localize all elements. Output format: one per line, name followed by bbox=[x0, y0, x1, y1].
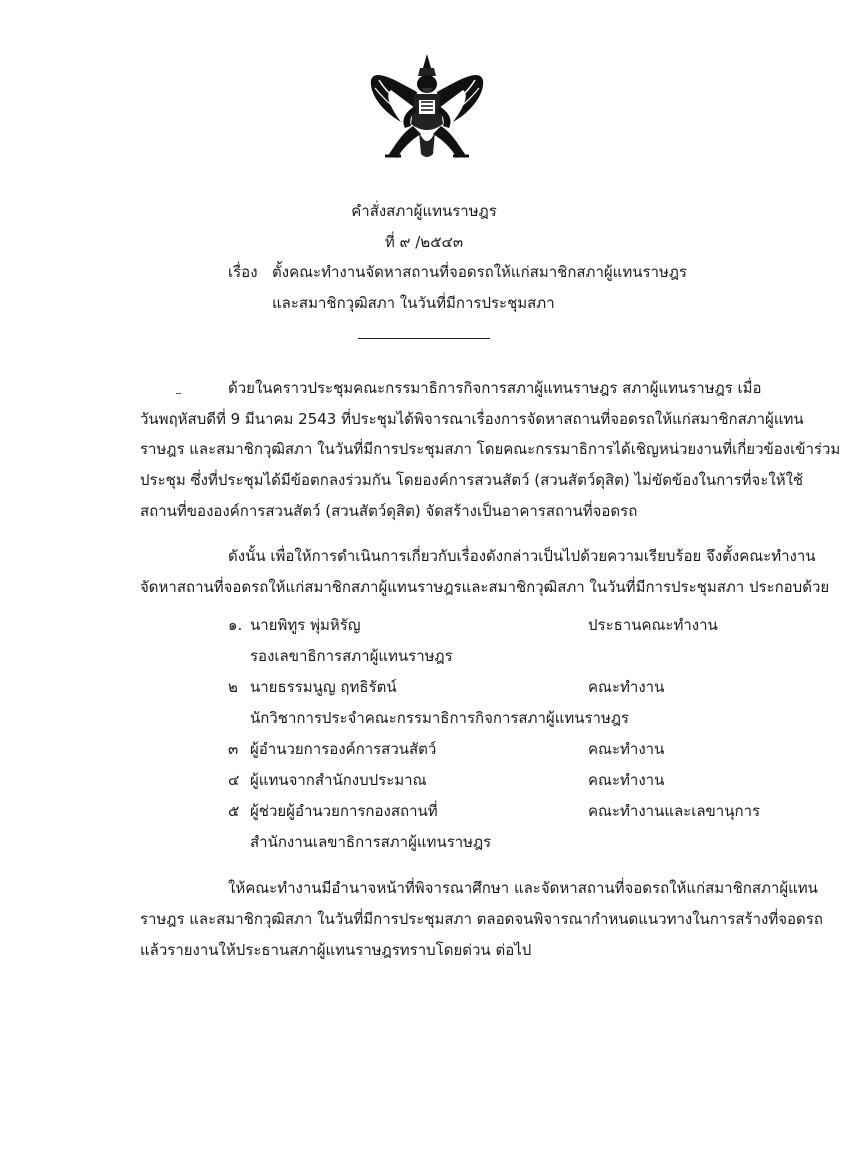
para1-line-1: ด้วยในคราวประชุมคณะกรรมาธิการกิจการสภาผู้แทนราษฎร สภาผู้แทนราษฎร เมื่อ bbox=[228, 379, 762, 397]
subject-line-2: และสมาชิกวุฒิสภา ในวันที่มีการประชุมสภา bbox=[272, 294, 555, 312]
subject-label: เรื่อง bbox=[228, 263, 258, 281]
member-name: นายธรรมนูญ ฤทธิรัตน์ bbox=[250, 678, 397, 696]
para1-line-3: ราษฎร และสมาชิกวุฒิสภา ในวันที่มีการประชุมสภา โดยคณะกรรมาธิการได้เชิญหน่วยงานที่เกี่ยวข้องเข้าร่วม bbox=[140, 440, 841, 458]
para3-line-2: ราษฎร และสมาชิกวุฒิสภา ในวันที่มีการประชุมสภา ตลอดจนพิจารณากำหนดแนวทางในการสร้างที่จอดรถ bbox=[140, 910, 823, 928]
member-position: นักวิชาการประจำคณะกรรมาธิการกิจการสภาผู้แทนราษฎร bbox=[250, 709, 629, 727]
member-role: คณะทำงาน bbox=[588, 678, 665, 696]
member-role: คณะทำงานและเลขานุการ bbox=[588, 802, 761, 820]
header-divider bbox=[358, 338, 490, 339]
member-number: ๔ bbox=[228, 771, 240, 789]
order-number: ที่ ๙ /๒๕๔๓ bbox=[384, 233, 464, 251]
garuda-emblem-icon bbox=[365, 50, 489, 170]
para1-line-4: ประชุม ซึ่งที่ประชุมได้มีข้อตกลงร่วมกัน โดยองค์การสวนสัตว์ (สวนสัตว์ดุสิต) ไม่ขัดข้องในการที่จะให้ใช้ bbox=[140, 471, 804, 489]
para2-line-1: ดังนั้น เพื่อให้การดำเนินการเกี่ยวกับเรื่องดังกล่าวเป็นไปด้วยความเรียบร้อย จึงตั้งคณะทำงาน bbox=[228, 547, 816, 565]
member-position: รองเลขาธิการสภาผู้แทนราษฎร bbox=[250, 647, 453, 665]
member-name: ผู้ช่วยผู้อำนวยการกองสถานที่ bbox=[250, 802, 438, 820]
para1-line-5: สถานที่ขององค์การสวนสัตว์ (สวนสัตว์ดุสิต) จัดสร้างเป็นอาคารสถานที่จอดรถ bbox=[140, 502, 638, 520]
member-number: ๓ bbox=[228, 740, 239, 758]
member-number: ๕ bbox=[228, 802, 240, 820]
subject-line-1: ตั้งคณะทำงานจัดหาสถานที่จอดรถให้แก่สมาชิกสภาผู้แทนราษฎร bbox=[272, 263, 687, 281]
member-number: ๑. bbox=[228, 616, 243, 634]
para3-line-1: ให้คณะทำงานมีอำนาจหน้าที่พิจารณาศึกษา และจัดหาสถานที่จอดรถให้แก่สมาชิกสภาผู้แทน bbox=[228, 879, 818, 897]
para2-line-2: จัดหาสถานที่จอดรถให้แก่สมาชิกสภาผู้แทนราษฎรและสมาชิกวุฒิสภา ในวันที่มีการประชุมสภา ประกอบด้วย bbox=[140, 578, 830, 596]
member-role: คณะทำงาน bbox=[588, 771, 665, 789]
order-title: คำสั่งสภาผู้แทนราษฎร bbox=[351, 202, 497, 220]
member-role: คณะทำงาน bbox=[588, 740, 665, 758]
member-number: ๒ bbox=[228, 678, 238, 696]
member-role: ประธานคณะทำงาน bbox=[588, 616, 718, 634]
member-name: ผู้อำนวยการองค์การสวนสัตว์ bbox=[250, 740, 437, 758]
member-name: นายพิทูร พุ่มหิรัญ bbox=[250, 616, 361, 634]
margin-mark bbox=[176, 393, 181, 394]
member-position: สำนักงานเลขาธิการสภาผู้แทนราษฎร bbox=[250, 833, 492, 851]
para1-line-2: วันพฤหัสบดีที่ 9 มีนาคม 2543 ที่ประชุมได้พิจารณาเรื่องการจัดหาสถานที่จอดรถให้แก่สมาชิกสภาผู้แทน bbox=[140, 410, 804, 428]
member-name: ผู้แทนจากสำนักงบประมาณ bbox=[250, 771, 427, 789]
para3-line-3: แล้วรายงานให้ประธานสภาผู้แทนราษฎรทราบโดยด่วน ต่อไป bbox=[140, 941, 532, 959]
